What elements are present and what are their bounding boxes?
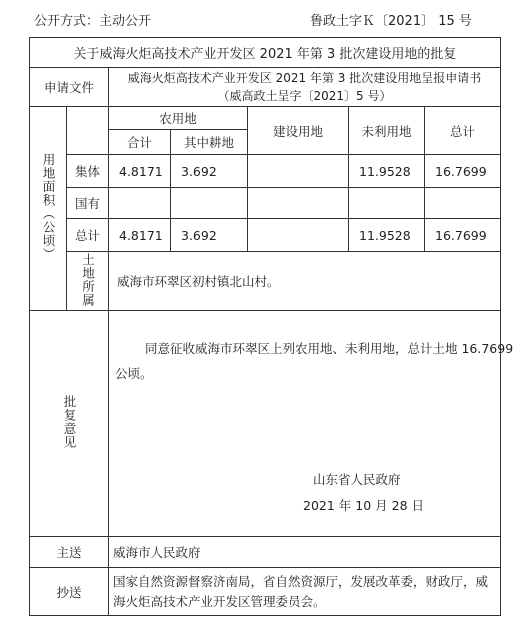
- state-sum: [425, 188, 501, 219]
- approval-date: 2021 年 10 月 28 日: [303, 498, 424, 513]
- application-label: 申请文件: [30, 68, 109, 107]
- grand-total-header: 总计: [425, 107, 501, 155]
- cc-value: [109, 568, 501, 616]
- disclosure-method: 公开方式：主动公开: [34, 14, 152, 29]
- row-label-collective: 集体: [67, 155, 109, 188]
- application-content: [109, 68, 501, 107]
- approval-text-line-1: 同意征收威海市环翠区上列农用地、未利用地，总计土地 16.7699: [145, 341, 514, 356]
- collective-sum: 16.7699: [425, 155, 501, 188]
- unused-land-header: 未利用地: [349, 107, 425, 155]
- cc-line-1: 国家自然资源督察济南局，省自然资源厅，发展改革委，财政厅，威: [113, 573, 489, 589]
- approval-label: 批复意见: [62, 395, 77, 449]
- total-agri-total: 4.8171: [109, 219, 171, 252]
- row-label-total: 总计: [67, 219, 109, 252]
- total-farmland: 3.692: [171, 219, 248, 252]
- state-agri-total: [109, 188, 171, 219]
- approval-text-line-2: 公顷。: [115, 366, 153, 381]
- state-unused: [349, 188, 425, 219]
- approval-opinion: [109, 311, 514, 537]
- application-line-2: （威高政土呈字〔2021〕5 号）: [217, 89, 392, 103]
- issuer: 山东省人民政府: [313, 472, 401, 487]
- approval-form-table: [29, 37, 514, 616]
- document-title: 关于威海火炬高技术产业开发区 2021 年第 3 批次建设用地的批复: [30, 38, 501, 68]
- land-area-label: 用地面积（公顷）: [41, 153, 56, 261]
- state-construction: [248, 188, 349, 219]
- blank-corner: [67, 107, 109, 155]
- collective-construction: [248, 155, 349, 188]
- location-label-cell: [67, 252, 109, 311]
- farmland-header: 其中耕地: [171, 130, 248, 155]
- location-value: 威海市环翠区初村镇北山村。: [109, 252, 501, 311]
- collective-agri-total: 4.8171: [109, 155, 171, 188]
- location-label: 土地所属: [80, 252, 96, 307]
- main-recipient-value: 威海市人民政府: [109, 537, 501, 568]
- collective-unused: 11.9528: [349, 155, 425, 188]
- cc-line-2: 海火炬高技术产业开发区管理委员会。: [113, 593, 326, 609]
- document-number: 鲁政土字Ｋ〔2021〕 15 号: [310, 14, 472, 29]
- land-area-section-label: [30, 107, 67, 311]
- cc-label: 抄送: [30, 568, 109, 616]
- collective-farmland: 3.692: [171, 155, 248, 188]
- approval-label-cell: [30, 311, 109, 537]
- row-label-state: 国有: [67, 188, 109, 219]
- construction-land-header: 建设用地: [248, 107, 349, 155]
- total-sum: 16.7699: [425, 219, 501, 252]
- application-line-1: 威海火炬高技术产业开发区 2021 年第 3 批次建设用地呈报申请书: [127, 71, 482, 85]
- total-construction: [248, 219, 349, 252]
- state-farmland: [171, 188, 248, 219]
- main-recipient-label: 主送: [30, 537, 109, 568]
- agricultural-land-header: 农用地: [109, 107, 248, 130]
- total-unused: 11.9528: [349, 219, 425, 252]
- agri-total-header: 合计: [109, 130, 171, 155]
